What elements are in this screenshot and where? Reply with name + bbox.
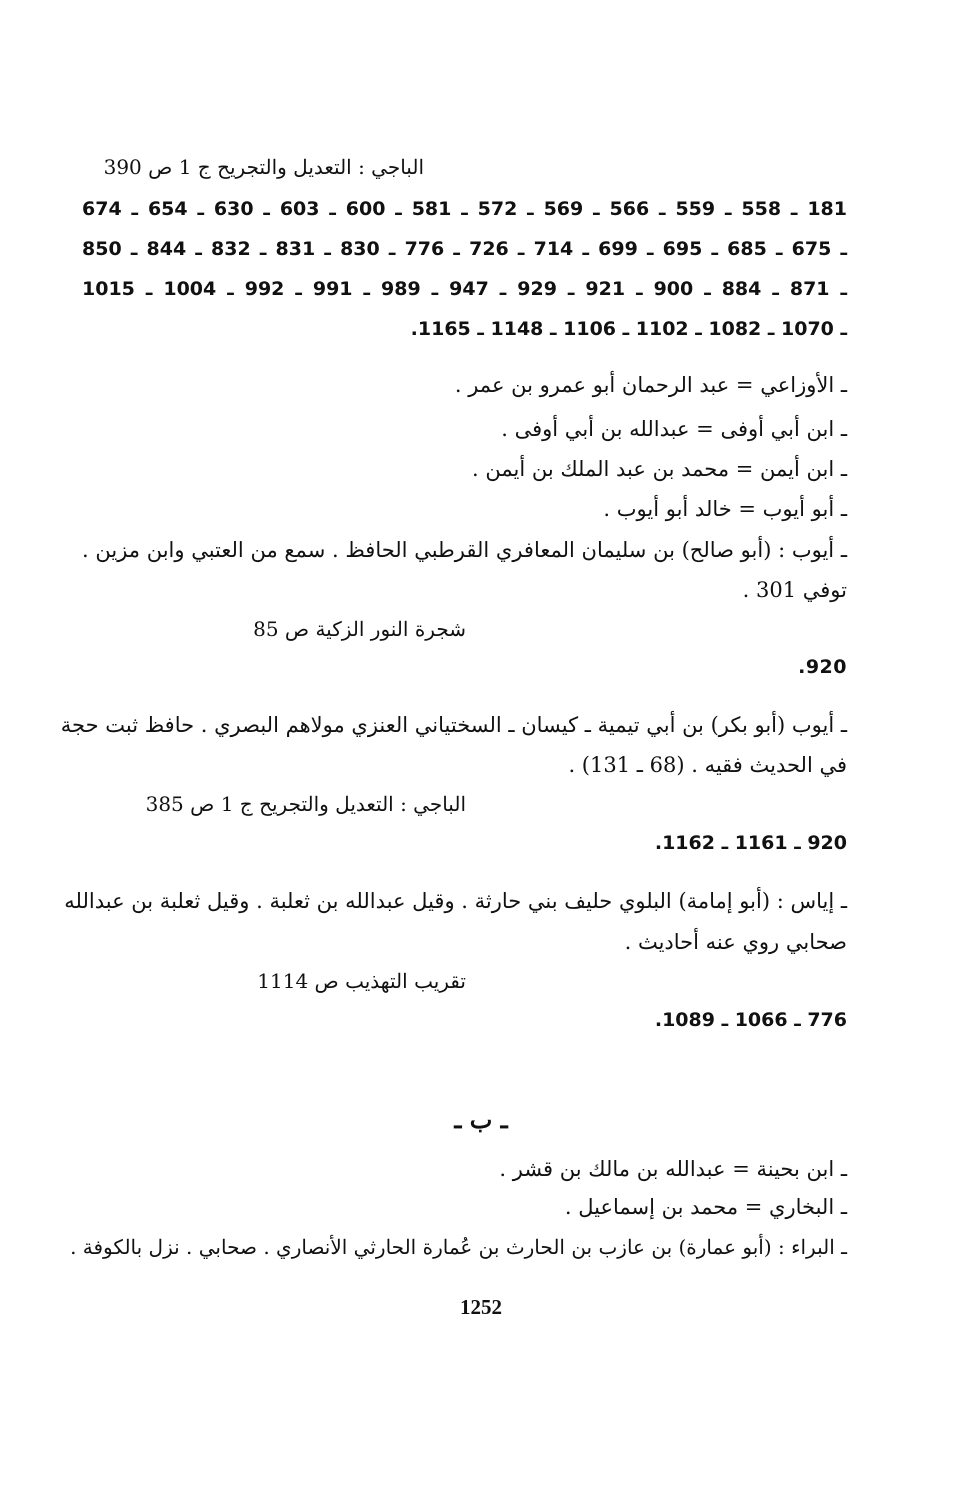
index-numbers-line: 776 ـ 1066 ـ 1089.: [654, 1009, 847, 1031]
index-numbers-line: ـ 1070 ـ 1082 ـ 1102 ـ 1106 ـ 1148 ـ 1165.: [410, 318, 847, 340]
source-reference: شجرة النور الزكية ص 85: [253, 617, 466, 641]
xref-entry: ـ ابن أيمن = محمد بن عبد الملك بن أيمن .: [472, 457, 847, 481]
source-reference: الباجي : التعديل والتجريح ج 1 ص 390: [103, 155, 424, 179]
xref-entry: ـ ابن بحينة = عبدالله بن مالك بن قشر .: [499, 1157, 847, 1181]
xref-entry: ـ الأوزاعي = عبد الرحمان أبو عمرو بن عمر .: [454, 373, 847, 397]
index-numbers-line: 920 ـ 1161 ـ 1162.: [654, 832, 847, 854]
index-numbers-line: ـ 675 ـ 685 ـ 695 ـ 699 ـ 714 ـ 726 ـ 776 ـ 830 ـ 831 ـ 832 ـ 844 ـ 850: [82, 238, 848, 260]
page-number: 1252: [460, 1295, 502, 1319]
entry-text: توفي 301 .: [742, 578, 847, 602]
entry-text: في الحديث فقيه . (68 ـ 131) .: [568, 753, 847, 777]
entry-text: ـ أيوب : (أبو صالح) بن سليمان المعافري القرطبي الحافظ . سمع من العتبي وابن مزين .: [82, 538, 847, 562]
entry-text: صحابي روي عنه أحاديث .: [624, 930, 847, 954]
xref-entry: ـ البخاري = محمد بن إسماعيل .: [564, 1195, 847, 1219]
index-numbers-line: 181 ـ 558 ـ 559 ـ 566 ـ 569 ـ 572 ـ 581 ـ 600 ـ 603 ـ 630 ـ 654 ـ 674: [82, 198, 847, 220]
xref-entry: ـ أبو أيوب = خالد أبو أيوب .: [603, 497, 847, 521]
entry-text: ـ البراء : (أبو عمارة) بن عازب بن الحارث بن عُمارة الحارثي الأنصاري . صحابي . نزل بالكوفة .: [70, 1235, 847, 1259]
source-reference: الباجي : التعديل والتجريح ج 1 ص 385: [145, 792, 466, 816]
source-reference: تقريب التهذيب ص 1114: [257, 969, 466, 993]
section-heading: ـ ب ـ: [454, 1105, 508, 1134]
index-numbers-line: 920.: [798, 656, 847, 678]
entry-text: ـ إياس : (أبو إمامة) البلوي حليف بني حارثة . وقيل عبدالله بن ثعلبة . وقيل ثعلبة بن عبدالله: [64, 889, 847, 913]
xref-entry: ـ ابن أبي أوفى = عبدالله بن أبي أوفى .: [501, 417, 847, 441]
index-numbers-line: ـ 871 ـ 884 ـ 900 ـ 921 ـ 929 ـ 947 ـ 989 ـ 991 ـ 992 ـ 1004 ـ 1015: [82, 278, 847, 300]
entry-text: ـ أيوب (أبو بكر) بن أبي تيمية ـ كيسان ـ السختياني العنزي مولاهم البصري . حافظ ثبت حجة: [60, 713, 847, 737]
